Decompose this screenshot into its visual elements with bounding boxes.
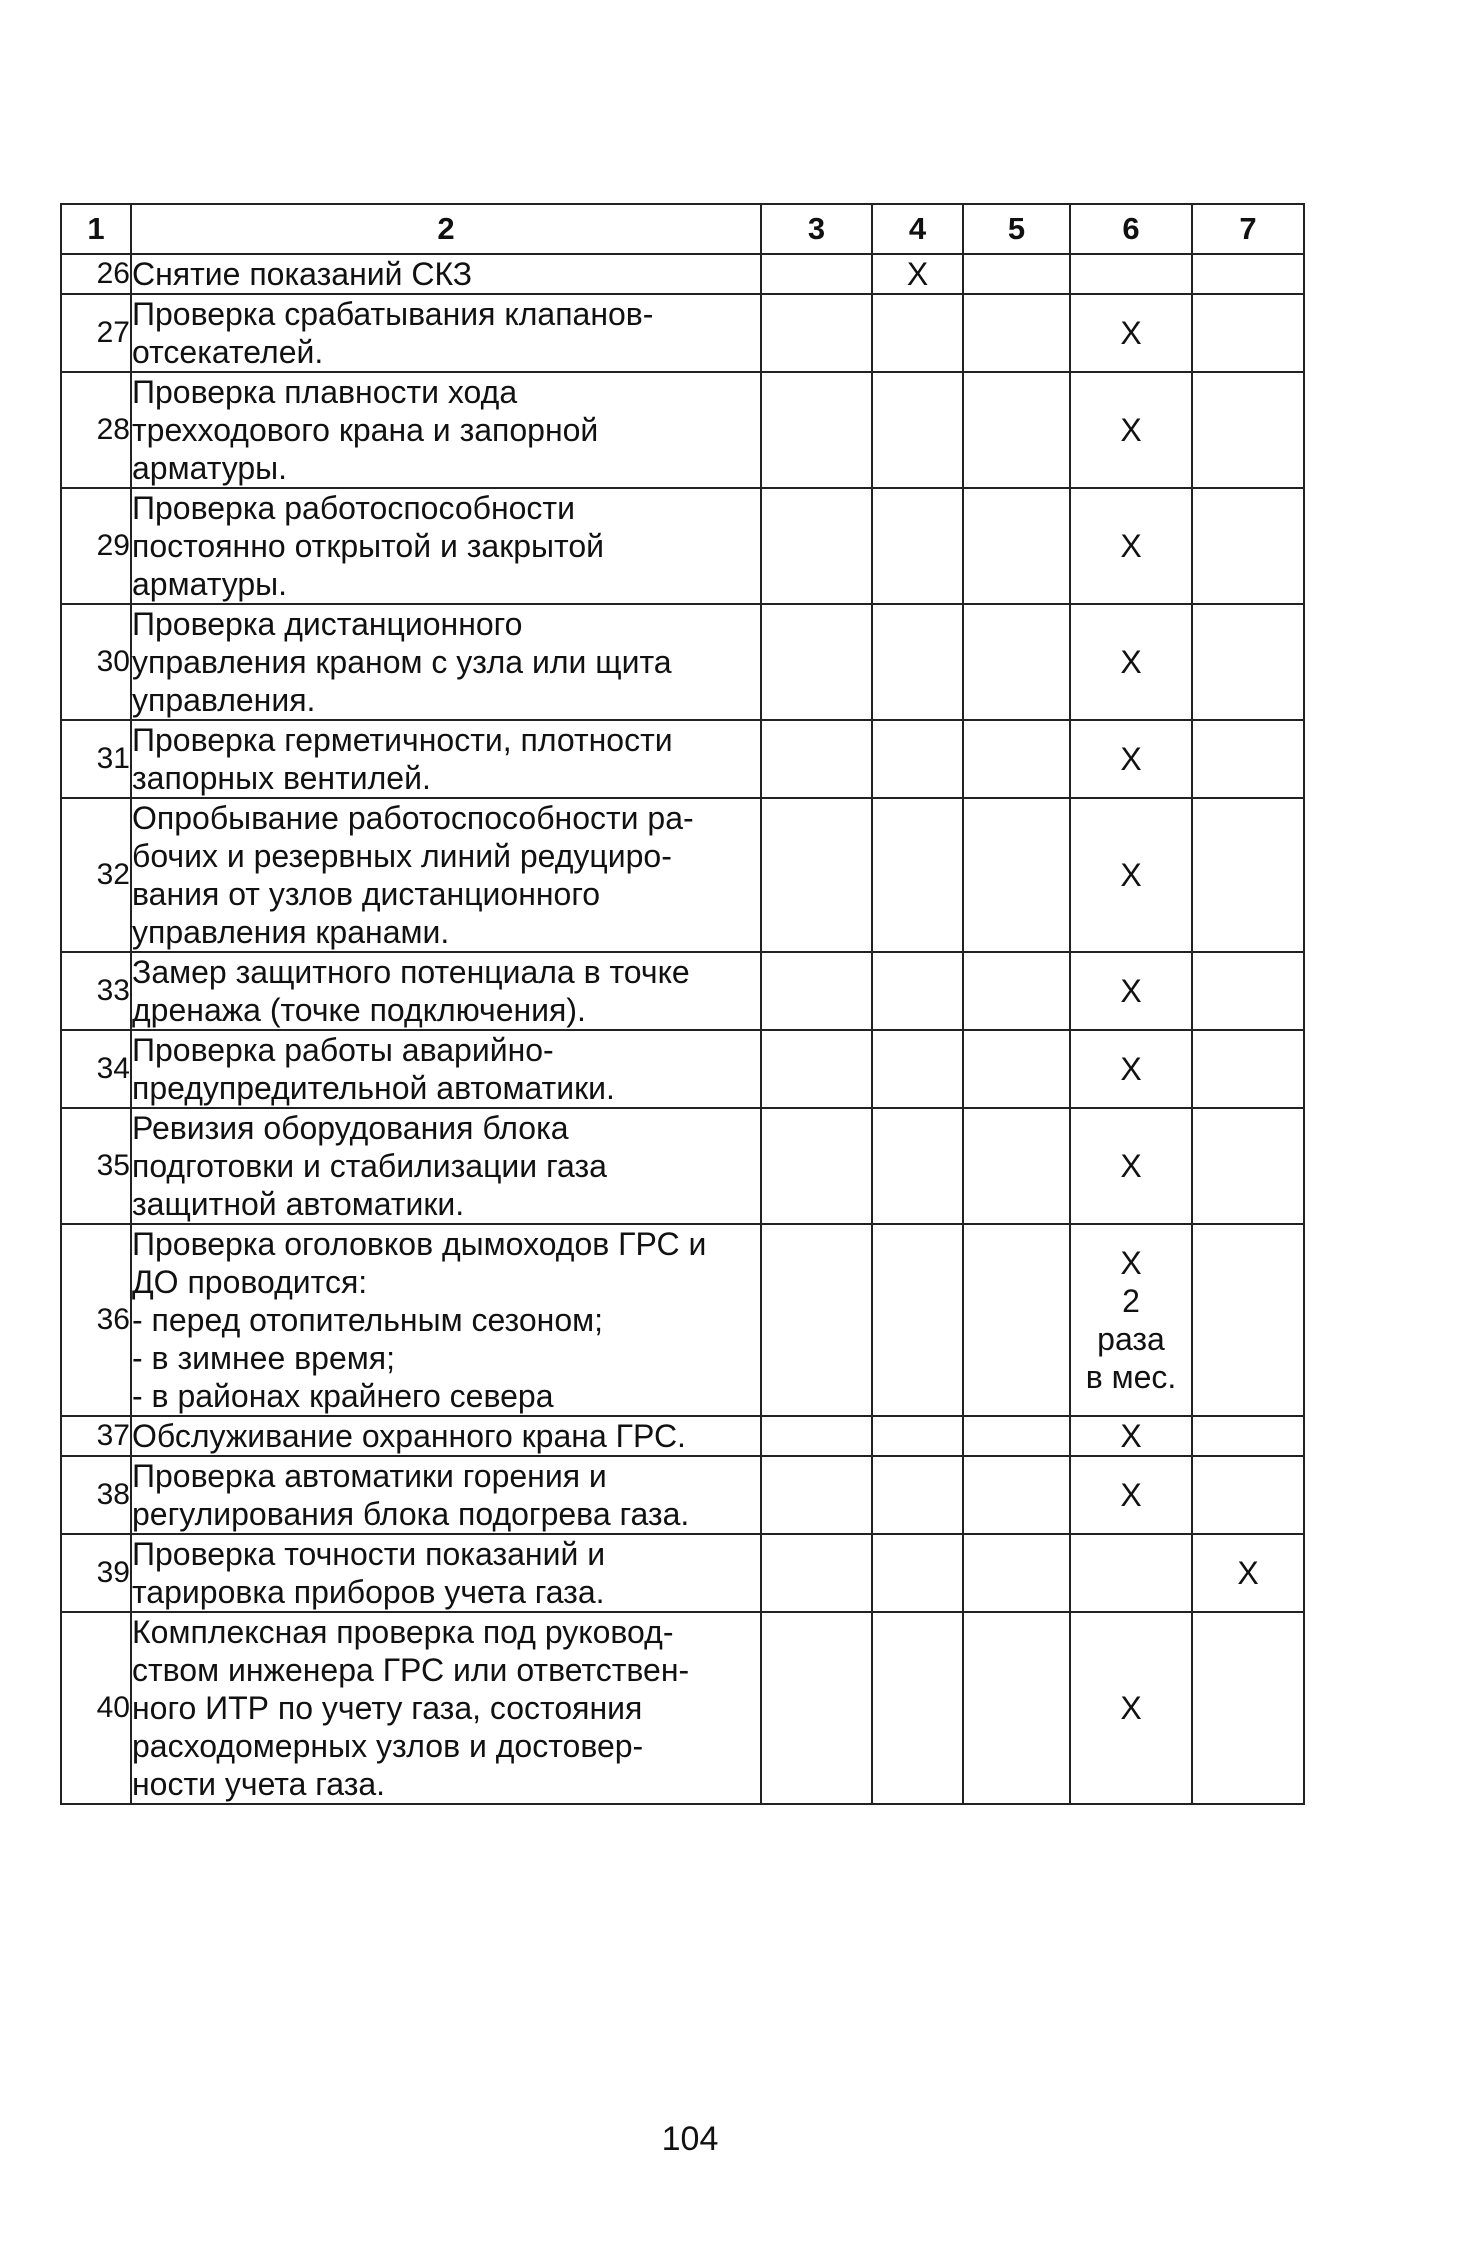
cell-col-3	[761, 798, 872, 952]
cell-col-3	[761, 1224, 872, 1416]
cell-col-7	[1192, 372, 1304, 488]
table-row	[61, 1108, 1304, 1224]
cell-col-4	[872, 952, 963, 1030]
work-description: Замер защитного потенциала в точке дренажа (точке подключения).	[131, 952, 761, 1030]
cell-col-6: X	[1070, 1108, 1192, 1224]
table-row	[61, 372, 1304, 488]
cell-col-5	[963, 952, 1070, 1030]
cell-col-7	[1192, 952, 1304, 1030]
cell-col-7	[1192, 1224, 1304, 1416]
cell-col-3	[761, 1534, 872, 1612]
cell-col-6: X	[1070, 798, 1192, 952]
cell-col-3	[761, 1108, 872, 1224]
cell-col-5	[963, 1534, 1070, 1612]
table-row	[61, 1030, 1304, 1108]
row-number: 40	[61, 1612, 131, 1804]
cell-col-4	[872, 1456, 963, 1534]
cell-col-7	[1192, 1456, 1304, 1534]
work-description: Проверка герметичности, плотности запорных вентилей.	[131, 720, 761, 798]
table-row	[61, 1456, 1304, 1534]
cell-col-5	[963, 488, 1070, 604]
table-row	[61, 1612, 1304, 1804]
cell-col-3	[761, 1456, 872, 1534]
col-header-3: 3	[761, 204, 872, 254]
col-header-5: 5	[963, 204, 1070, 254]
cell-col-4	[872, 1534, 963, 1612]
cell-col-6: X	[1070, 1612, 1192, 1804]
work-description: Ревизия оборудования блока подготовки и стабилизации газа защитной автоматики.	[131, 1108, 761, 1224]
row-number: 33	[61, 952, 131, 1030]
cell-col-7	[1192, 254, 1304, 294]
cell-col-6: X	[1070, 1456, 1192, 1534]
work-description: Проверка автоматики горения и регулирования блока подогрева газа.	[131, 1456, 761, 1534]
cell-col-6: X	[1070, 720, 1192, 798]
cell-col-6	[1070, 1534, 1192, 1612]
cell-col-7	[1192, 798, 1304, 952]
cell-col-6: X	[1070, 372, 1192, 488]
row-number: 39	[61, 1534, 131, 1612]
cell-col-5	[963, 1456, 1070, 1534]
cell-col-5	[963, 372, 1070, 488]
cell-col-3	[761, 294, 872, 372]
cell-col-5	[963, 1224, 1070, 1416]
cell-col-4	[872, 1108, 963, 1224]
cell-col-6: X	[1070, 488, 1192, 604]
table-row	[61, 1224, 1304, 1416]
cell-col-3	[761, 254, 872, 294]
col-header-1: 1	[61, 204, 131, 254]
work-description: Проверка работы аварийно- предупредительной автоматики.	[131, 1030, 761, 1108]
cell-col-3	[761, 488, 872, 604]
cell-col-4	[872, 798, 963, 952]
cell-col-7	[1192, 604, 1304, 720]
row-number: 29	[61, 488, 131, 604]
row-number: 36	[61, 1224, 131, 1416]
cell-col-6: X	[1070, 1030, 1192, 1108]
work-description: Обслуживание охранного крана ГРС.	[131, 1416, 761, 1456]
header-row	[61, 204, 1304, 254]
cell-col-6	[1070, 254, 1192, 294]
cell-col-4	[872, 1224, 963, 1416]
cell-col-4	[872, 1416, 963, 1456]
cell-col-7	[1192, 1612, 1304, 1804]
cell-col-7	[1192, 1416, 1304, 1456]
row-number: 34	[61, 1030, 131, 1108]
cell-col-5	[963, 604, 1070, 720]
work-description: Проверка плавности хода трехходового крана и запорной арматуры.	[131, 372, 761, 488]
table-row	[61, 1416, 1304, 1456]
col-header-2: 2	[131, 204, 761, 254]
cell-col-4	[872, 488, 963, 604]
table-row	[61, 488, 1304, 604]
row-number: 32	[61, 798, 131, 952]
cell-col-7	[1192, 1108, 1304, 1224]
table-row	[61, 254, 1304, 294]
row-number: 26	[61, 254, 131, 294]
table-row	[61, 798, 1304, 952]
cell-col-5	[963, 254, 1070, 294]
cell-col-7	[1192, 720, 1304, 798]
table-row	[61, 604, 1304, 720]
cell-col-4	[872, 604, 963, 720]
cell-col-3	[761, 1416, 872, 1456]
cell-col-3	[761, 1612, 872, 1804]
row-number: 35	[61, 1108, 131, 1224]
table-row	[61, 952, 1304, 1030]
cell-col-6: X	[1070, 1416, 1192, 1456]
row-number: 27	[61, 294, 131, 372]
page-number: 104	[661, 2120, 719, 2158]
row-number: 28	[61, 372, 131, 488]
work-description: Снятие показаний СКЗ	[131, 254, 761, 294]
cell-col-4	[872, 1030, 963, 1108]
row-number: 38	[61, 1456, 131, 1534]
table-row	[61, 294, 1304, 372]
cell-col-5	[963, 720, 1070, 798]
cell-col-6: X 2 раза в мес.	[1070, 1224, 1192, 1416]
cell-col-3	[761, 372, 872, 488]
work-description: Проверка работоспособности постоянно открытой и закрытой арматуры.	[131, 488, 761, 604]
cell-col-6: X	[1070, 294, 1192, 372]
table-row	[61, 1534, 1304, 1612]
cell-col-3	[761, 952, 872, 1030]
cell-col-3	[761, 1030, 872, 1108]
col-header-4: 4	[872, 204, 963, 254]
table-row	[61, 720, 1304, 798]
cell-col-4	[872, 372, 963, 488]
cell-col-7	[1192, 488, 1304, 604]
col-header-6: 6	[1070, 204, 1192, 254]
cell-col-6: X	[1070, 604, 1192, 720]
cell-col-5	[963, 294, 1070, 372]
cell-col-5	[963, 1030, 1070, 1108]
cell-col-3	[761, 720, 872, 798]
cell-col-5	[963, 1612, 1070, 1804]
cell-col-5	[963, 1416, 1070, 1456]
work-description: Проверка оголовков дымоходов ГРС и ДО проводится: - перед отопительным сезоном; - в зимнее время; - в районах крайнего севера	[131, 1224, 761, 1416]
row-number: 30	[61, 604, 131, 720]
work-description: Комплексная проверка под руковод- ством инженера ГРС или ответствен- ного ИТР по учету газа, состояния расходомерных узлов и достовер- ности учета газа.	[131, 1612, 761, 1804]
cell-col-7: X	[1192, 1534, 1304, 1612]
cell-col-6: X	[1070, 952, 1192, 1030]
cell-col-7	[1192, 294, 1304, 372]
work-description: Проверка дистанционного управления краном с узла или щита управления.	[131, 604, 761, 720]
cell-col-4: X	[872, 254, 963, 294]
row-number: 31	[61, 720, 131, 798]
cell-col-7	[1192, 1030, 1304, 1108]
cell-col-4	[872, 1612, 963, 1804]
cell-col-3	[761, 604, 872, 720]
cell-col-4	[872, 294, 963, 372]
row-number: 37	[61, 1416, 131, 1456]
col-header-7: 7	[1192, 204, 1304, 254]
maintenance-schedule-table	[60, 203, 1305, 1805]
cell-col-5	[963, 798, 1070, 952]
work-description: Проверка срабатывания клапанов- отсекателей.	[131, 294, 761, 372]
cell-col-4	[872, 720, 963, 798]
work-description: Проверка точности показаний и тарировка приборов учета газа.	[131, 1534, 761, 1612]
work-description: Опробывание работоспособности ра- бочих и резервных линий редуциро- вания от узлов дистанционного управления кранами.	[131, 798, 761, 952]
cell-col-5	[963, 1108, 1070, 1224]
